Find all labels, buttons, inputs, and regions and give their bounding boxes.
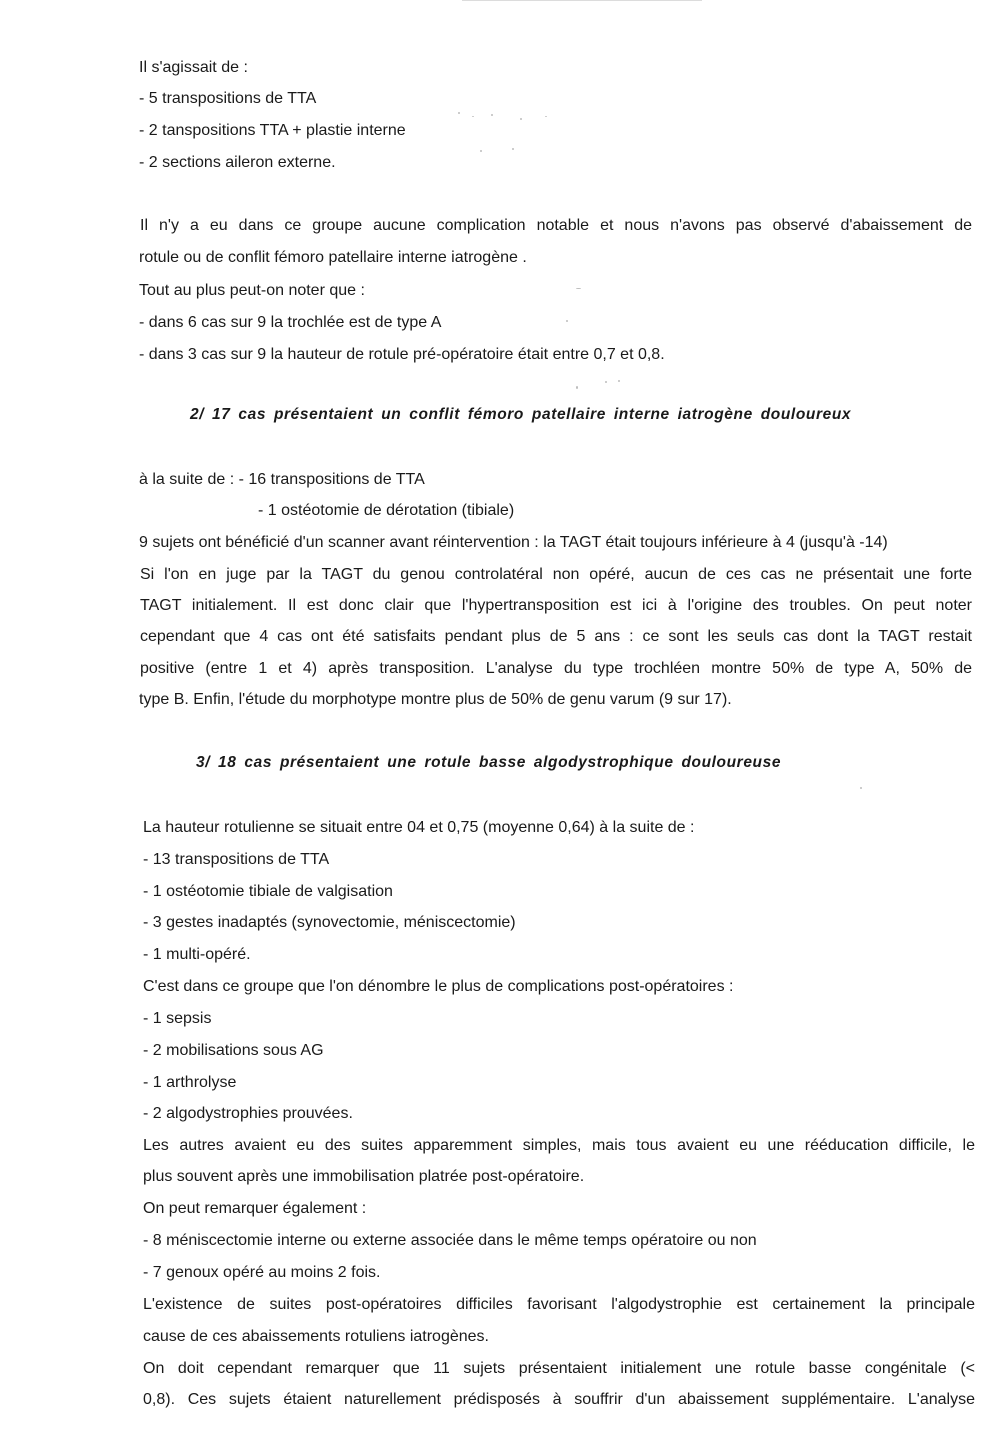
group3-line: - 13 transpositions de TTA: [143, 851, 330, 868]
paragraph-line: Les autres avaient eu des suites apparemment simples, mais tous avaient eu une rééducation difficile, le: [143, 1137, 975, 1154]
paragraph-line: rotule ou de conflit fémoro patellaire interne iatrogène .: [139, 249, 527, 266]
notes-line: Tout au plus peut-on noter que :: [139, 282, 365, 299]
group3-line: - 1 arthrolyse: [143, 1074, 237, 1091]
paragraph-line: positive (entre 1 et 4) après transposition. L'analyse du type trochléen montre 50% de type A, 50% de: [140, 660, 972, 677]
group3-line: La hauteur rotulienne se situait entre 04 et 0,75 (moyenne 0,64) à la suite de :: [143, 819, 695, 836]
group2-line: à la suite de : - 16 transpositions de TTA: [139, 471, 425, 488]
scan-edge-mark: [462, 0, 702, 1]
group3-line: - 2 mobilisations sous AG: [143, 1042, 324, 1059]
scan-speck: [480, 150, 482, 152]
intro-line: - 2 tanspositions TTA + plastie interne: [139, 122, 406, 139]
group3-line: - 1 ostéotomie tibiale de valgisation: [143, 883, 393, 900]
scan-speck: [472, 116, 474, 117]
notes-line: - dans 3 cas sur 9 la hauteur de rotule pré-opératoire était entre 0,7 et 0,8.: [139, 346, 665, 363]
scan-speck: [512, 148, 514, 150]
remark-line: On peut remarquer également :: [143, 1200, 367, 1217]
scan-speck: [605, 381, 607, 383]
group2-line: - 1 ostéotomie de dérotation (tibiale): [258, 502, 515, 519]
paragraph-line: 0,8). Ces sujets étaient naturellement prédisposés à souffrir d'un abaissement supplémentaire. L'analyse: [143, 1391, 975, 1408]
scan-speck: [566, 320, 568, 322]
paragraph-line: TAGT initialement. Il est donc clair que l'hypertransposition est ici à l'origine des troubles. On peut noter: [140, 597, 972, 614]
scan-speck: [545, 116, 547, 117]
scan-speck: [491, 114, 493, 116]
paragraph-line: Il n'y a eu dans ce groupe aucune complication notable et nous n'avons pas observé d'abaissement de: [140, 217, 972, 234]
paragraph-line: cependant que 4 cas ont été satisfaits pendant plus de 5 ans : ce sont les seuls cas dont la TAGT restait: [140, 628, 972, 645]
paragraph-line: Si l'on en juge par la TAGT du genou controlatéral non opéré, aucun de ces cas ne présentait une forte: [140, 566, 972, 583]
scan-speck: [458, 112, 460, 114]
scan-speck: [618, 380, 620, 382]
notes-line: - dans 6 cas sur 9 la trochlée est de type A: [139, 314, 442, 331]
paragraph-line: plus souvent après une immobilisation platrée post-opératoire.: [143, 1168, 585, 1185]
group3-line: - 2 algodystrophies prouvées.: [143, 1105, 353, 1122]
section-heading-3: 3/ 18 cas présentaient une rotule basse algodystrophique douloureuse: [196, 754, 782, 771]
group2-line: 9 sujets ont bénéficié d'un scanner avant réintervention : la TAGT était toujours inférieure à 4 (jusqu'à -14): [139, 534, 888, 551]
scan-speck: [520, 118, 522, 120]
scan-speck: [860, 787, 862, 789]
paragraph-line: type B. Enfin, l'étude du morphotype montre plus de 50% de genu varum (9 sur 17).: [139, 691, 732, 708]
intro-line: Il s'agissait de :: [139, 59, 248, 76]
paragraph-line: L'existence de suites post-opératoires difficiles favorisant l'algodystrophie est certainement la principale: [143, 1296, 975, 1313]
scan-speck: [576, 288, 581, 289]
paragraph-line: On doit cependant remarquer que 11 sujets présentaient initialement une rotule basse congénitale (<: [143, 1360, 975, 1377]
remark-line: - 7 genoux opéré au moins 2 fois.: [143, 1264, 381, 1281]
paragraph-line: cause de ces abaissements rotuliens iatrogènes.: [143, 1328, 489, 1345]
group3-line: C'est dans ce groupe que l'on dénombre le plus de complications post-opératoires :: [143, 978, 734, 995]
intro-line: - 5 transpositions de TTA: [139, 90, 317, 107]
group3-line: - 3 gestes inadaptés (synovectomie, méniscectomie): [143, 914, 516, 931]
scan-speck: [576, 386, 578, 389]
remark-line: - 8 méniscectomie interne ou externe associée dans le même temps opératoire ou non: [143, 1232, 757, 1249]
group3-line: - 1 multi-opéré.: [143, 946, 251, 963]
section-heading-2: 2/ 17 cas présentaient un conflit fémoro patellaire interne iatrogène douloureux: [190, 406, 852, 423]
intro-line: - 2 sections aileron externe.: [139, 154, 336, 171]
group3-line: - 1 sepsis: [143, 1010, 212, 1027]
